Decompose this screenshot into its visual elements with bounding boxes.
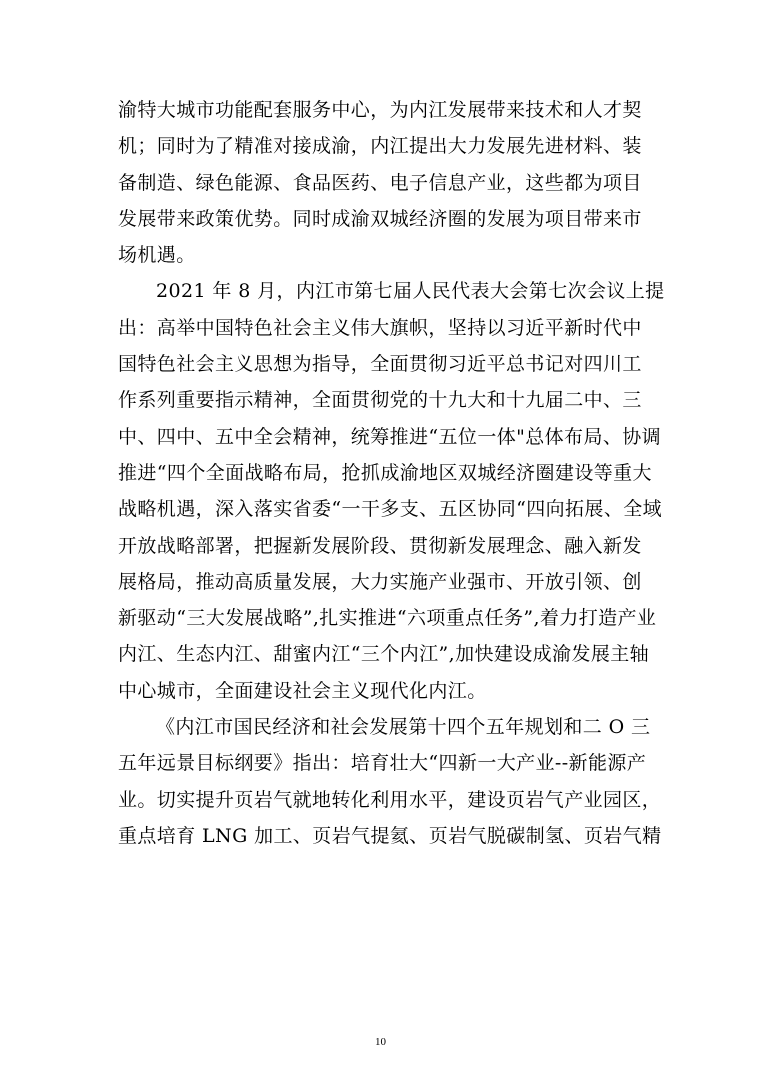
text-line: 内江、生态内江、甜蜜内江“三个内江”,加快建设成渝发展主轴 [118,643,650,666]
text-line: 国特色社会主义思想为指导，全面贯彻习近平总书记对四川工 [118,353,642,376]
text-line: 渝特大城市功能配套服务中心，为内江发展带来技术和人才契 [118,99,642,121]
paragraph-first-line: 《内江市国民经济和社会发展第十四个五年规划和二 O 三 [156,716,651,739]
text-line: 中、四中、五中全会精神，统筹推进“五位一体"总体布局、协调 [118,425,662,448]
text-line: 业。切实提升页岩气就地转化利用水平，建设页岩气产业园区， [118,788,662,811]
text-line: 开放战略部署，把握新发展阶段、贯彻新发展理念、融入新发 [118,534,642,557]
text-line: 五年远景目标纲要》指出：培育壮大“四新一大产业--新能源产 [118,752,647,775]
text-line: 备制造、绿色能源、食品医药、电子信息产业，这些都为项目 [118,171,642,194]
text-line: 中心城市，全面建设社会主义现代化内江。 [118,679,487,702]
text-line: 战略机遇，深入落实省委“一干多支、五区协同“四向拓展、全域 [118,498,663,521]
text-line: 出：高举中国特色社会主义伟大旗帜，坚持以习近平新时代中 [118,316,642,339]
text-line: 发展带来政策优势。同时成渝双城经济圈的发展为项目带来市 [118,207,642,230]
paragraph-first-line: 2021 年 8 月，内江市第七届人民代表大会第七次会议上提 [156,280,665,303]
body-text [118,92,665,854]
text-line: 新驱动“三大发展战略”,扎实推进“六项重点任务”,着力打造产业 [118,607,657,630]
text-line: 推进“四个全面战略布局，抢抓成渝地区双城经济圈建设等重大 [118,461,652,484]
page-number: 10 [375,1036,386,1048]
text-line: 作系列重要指示精神，全面贯彻党的十九大和十九届二中、三 [118,389,642,412]
text-line: 机；同时为了精准对接成渝，内江提出大力发展先进材料、装 [118,135,642,158]
text-line: 场机遇。 [118,244,196,267]
text-line: 展格局，推动高质量发展，大力实施产业强市、开放引领、创 [118,570,642,593]
text-line: 重点培育 LNG 加工、页岩气提氦、页岩气脱碳制氢、页岩气精 [118,824,662,847]
